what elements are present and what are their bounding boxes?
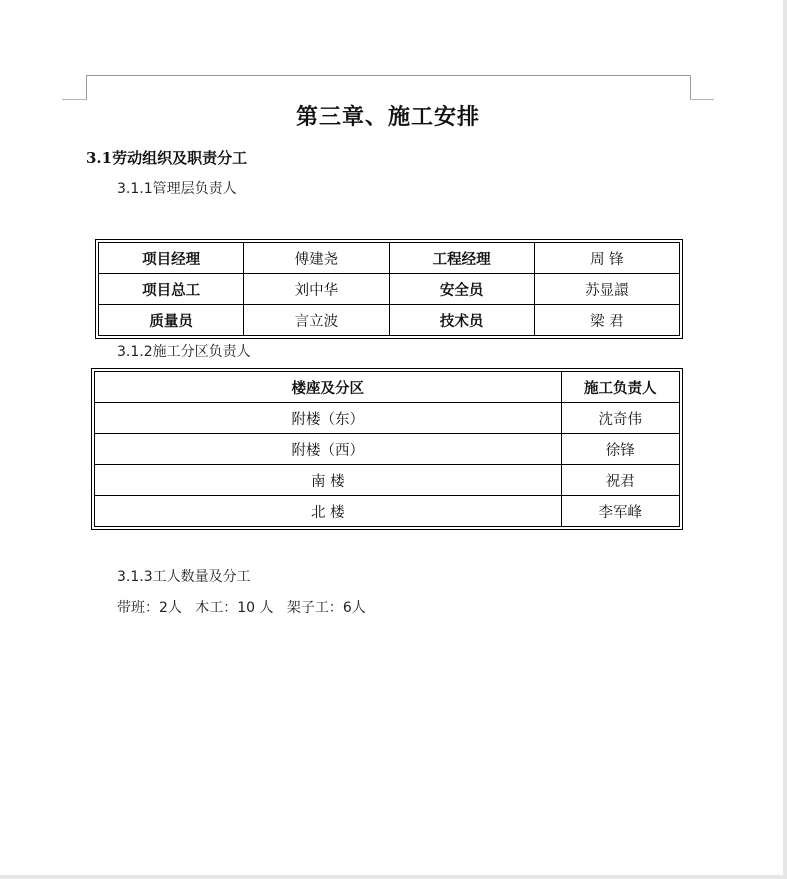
chapter-title: 第三章、施工安排 [295,104,480,130]
table-cell: 梁 君 [534,305,679,336]
table-cell: 附楼（东） [95,403,562,434]
table-row [99,305,680,336]
page-edge-right [783,0,787,879]
table-cell: 工程经理 [389,243,534,274]
subheading-zones: 3.1.2施工分区负责人 [117,344,251,360]
table-header-cell: 楼座及分区 [95,372,562,403]
table-cell: 徐锋 [561,434,679,465]
table-row [95,403,680,434]
header-corner-left [86,75,87,100]
table-cell: 苏显譞 [534,274,679,305]
subheading-workers: 3.1.3工人数量及分工 [117,569,251,585]
zone-table [91,368,683,530]
table-row [99,274,680,305]
table-cell: 傅建尧 [244,243,389,274]
page-edge-bottom [0,875,787,879]
table-cell: 李军峰 [561,496,679,527]
section-heading: 3.1劳动组织及职责分工 [86,149,248,167]
table-row [95,434,680,465]
table-header-cell: 施工负责人 [561,372,679,403]
table-cell: 刘中华 [244,274,389,305]
table-row [95,465,680,496]
table-cell: 质量员 [99,305,244,336]
table-row [95,496,680,527]
table-cell: 北 楼 [95,496,562,527]
table-cell: 附楼（西） [95,434,562,465]
table-cell: 技术员 [389,305,534,336]
table-cell: 项目经理 [99,243,244,274]
table-cell: 南 楼 [95,465,562,496]
header-line [86,75,691,76]
subheading-management: 3.1.1管理层负责人 [117,181,237,197]
table-cell: 沈奇伟 [561,403,679,434]
workers-summary: 带班：2人 木工：10 人 架子工：6人 [117,600,366,616]
header-corner-right [690,75,691,100]
table-cell: 安全员 [389,274,534,305]
table-row [99,243,680,274]
management-table [95,239,683,339]
table-cell: 项目总工 [99,274,244,305]
table-cell: 祝君 [561,465,679,496]
table-header-row [95,372,680,403]
table-cell: 周 锋 [534,243,679,274]
table-cell: 言立波 [244,305,389,336]
